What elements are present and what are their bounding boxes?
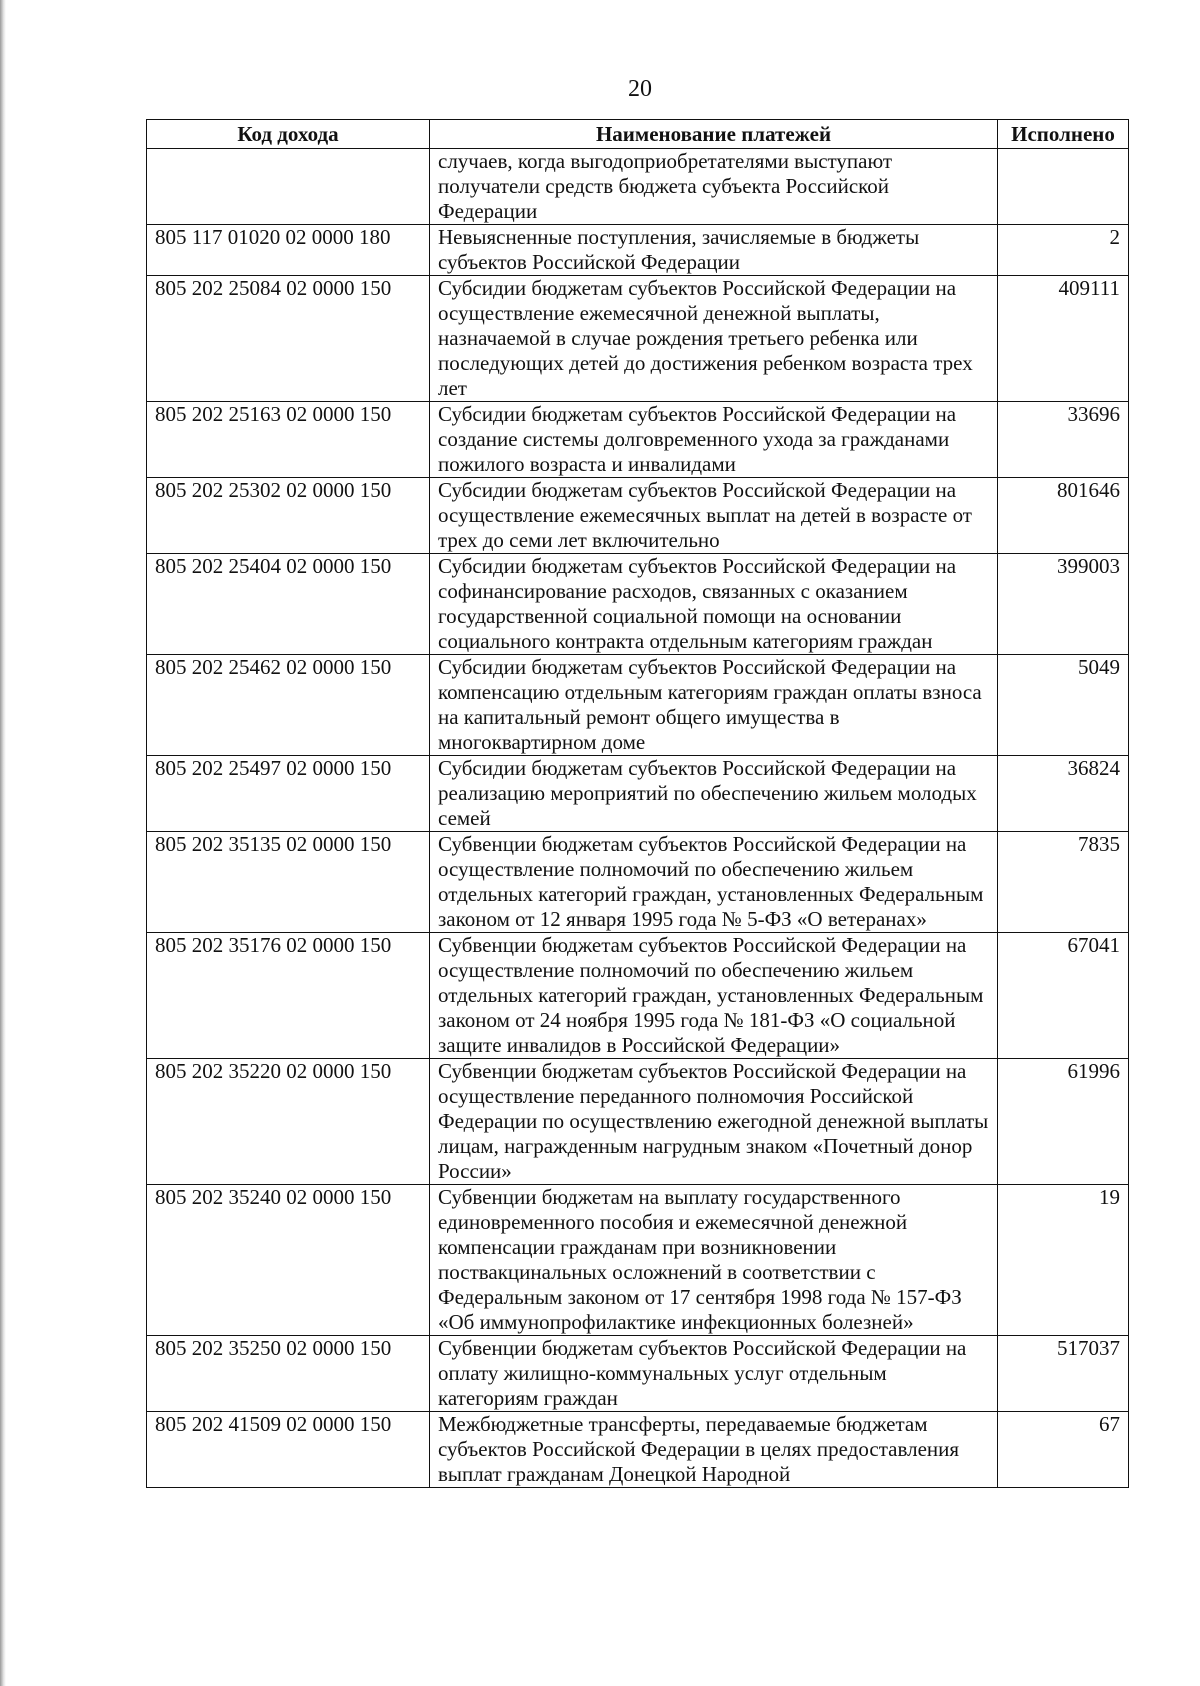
executed-amount-cell: 517037 (998, 1336, 1129, 1412)
table-row (147, 478, 1129, 554)
payment-name-cell: Субвенции бюджетам субъектов Российской Федерации на осуществление полномочий по обеспечению жильем отдельных категорий граждан, установленных Федеральным законом от 12 января 1995 года № 5-ФЗ «О ветеранах» (430, 832, 998, 933)
revenue-code-cell: 805 202 25462 02 0000 150 (147, 655, 430, 756)
revenue-code-cell: 805 202 35240 02 0000 150 (147, 1185, 430, 1336)
payment-name-cell: Невыясненные поступления, зачисляемые в бюджеты субъектов Российской Федерации (430, 225, 998, 276)
revenue-code-cell: 805 202 25302 02 0000 150 (147, 478, 430, 554)
payment-name-cell: Субсидии бюджетам субъектов Российской Федерации на осуществление ежемесячной денежной выплаты, назначаемой в случае рождения третьего ребенка или последующих детей до достижения ребенком возраста трех лет (430, 276, 998, 402)
table-row (147, 149, 1129, 225)
table-row (147, 1412, 1129, 1488)
table-row (147, 756, 1129, 832)
executed-amount-cell: 7835 (998, 832, 1129, 933)
executed-amount-cell: 801646 (998, 478, 1129, 554)
payment-name-cell: Субвенции бюджетам субъектов Российской Федерации на осуществление полномочий по обеспечению жильем отдельных категорий граждан, установленных Федеральным законом от 24 ноября 1995 года № 181-ФЗ «О социальной защите инвалидов в Российской Федерации» (430, 933, 998, 1059)
revenue-code-cell: 805 117 01020 02 0000 180 (147, 225, 430, 276)
payment-name-cell: Субвенции бюджетам субъектов Российской Федерации на оплату жилищно-коммунальных услуг отдельным категориям граждан (430, 1336, 998, 1412)
table-row (147, 1336, 1129, 1412)
table-row (147, 655, 1129, 756)
header-name: Наименование платежей (430, 120, 998, 149)
executed-amount-cell: 33696 (998, 402, 1129, 478)
revenue-code-cell: 805 202 25497 02 0000 150 (147, 756, 430, 832)
table-header-row (147, 120, 1129, 149)
executed-amount-cell: 5049 (998, 655, 1129, 756)
revenue-table (146, 119, 1129, 1488)
table-row (147, 554, 1129, 655)
table-row (147, 1059, 1129, 1185)
header-done: Исполнено (998, 120, 1129, 149)
revenue-code-cell: 805 202 35135 02 0000 150 (147, 832, 430, 933)
executed-amount-cell: 19 (998, 1185, 1129, 1336)
header-code: Код дохода (147, 120, 430, 149)
payment-name-cell: Субвенции бюджетам на выплату государственного единовременного пособия и ежемесячной денежной компенсации гражданам при возникновении поствакцинальных осложнений в соответствии с Федеральным законом от 17 сентября 1998 года № 157-ФЗ «Об иммунопрофилактике инфекционных болезней» (430, 1185, 998, 1336)
page-number: 20 (628, 76, 652, 102)
executed-amount-cell: 67 (998, 1412, 1129, 1488)
table-row (147, 276, 1129, 402)
table-row (147, 402, 1129, 478)
executed-amount-cell (998, 149, 1129, 225)
executed-amount-cell: 409111 (998, 276, 1129, 402)
executed-amount-cell: 67041 (998, 933, 1129, 1059)
executed-amount-cell: 61996 (998, 1059, 1129, 1185)
payment-name-cell: Субвенции бюджетам субъектов Российской Федерации на осуществление переданного полномочия Российской Федерации по осуществлению ежегодной денежной выплаты лицам, награжденным нагрудным знаком «Почетный донор России» (430, 1059, 998, 1185)
payment-name-cell: Субсидии бюджетам субъектов Российской Федерации на реализацию мероприятий по обеспечению жильем молодых семей (430, 756, 998, 832)
table-row (147, 1185, 1129, 1336)
revenue-code-cell: 805 202 25084 02 0000 150 (147, 276, 430, 402)
payment-name-cell: Субсидии бюджетам субъектов Российской Федерации на компенсацию отдельным категориям граждан оплаты взноса на капитальный ремонт общего имущества в многоквартирном доме (430, 655, 998, 756)
executed-amount-cell: 2 (998, 225, 1129, 276)
payment-name-cell: Межбюджетные трансферты, передаваемые бюджетам субъектов Российской Федерации в целях предоставления выплат гражданам Донецкой Народной (430, 1412, 998, 1488)
table-row (147, 933, 1129, 1059)
revenue-code-cell: 805 202 25163 02 0000 150 (147, 402, 430, 478)
payment-name-cell: случаев, когда выгодоприобретателями выступают получатели средств бюджета субъекта Российской Федерации (430, 149, 998, 225)
executed-amount-cell: 36824 (998, 756, 1129, 832)
revenue-code-cell: 805 202 41509 02 0000 150 (147, 1412, 430, 1488)
table-row (147, 832, 1129, 933)
revenue-code-cell: 805 202 35176 02 0000 150 (147, 933, 430, 1059)
payment-name-cell: Субсидии бюджетам субъектов Российской Федерации на осуществление ежемесячных выплат на детей в возрасте от трех до семи лет включительно (430, 478, 998, 554)
revenue-code-cell: 805 202 35220 02 0000 150 (147, 1059, 430, 1185)
revenue-code-cell (147, 149, 430, 225)
page-scan-edge (0, 0, 6, 1686)
table-row (147, 225, 1129, 276)
payment-name-cell: Субсидии бюджетам субъектов Российской Федерации на софинансирование расходов, связанных с оказанием государственной социальной помощи на основании социального контракта отдельным категориям граждан (430, 554, 998, 655)
payment-name-cell: Субсидии бюджетам субъектов Российской Федерации на создание системы долговременного ухода за гражданами пожилого возраста и инвалидами (430, 402, 998, 478)
revenue-code-cell: 805 202 25404 02 0000 150 (147, 554, 430, 655)
revenue-code-cell: 805 202 35250 02 0000 150 (147, 1336, 430, 1412)
executed-amount-cell: 399003 (998, 554, 1129, 655)
